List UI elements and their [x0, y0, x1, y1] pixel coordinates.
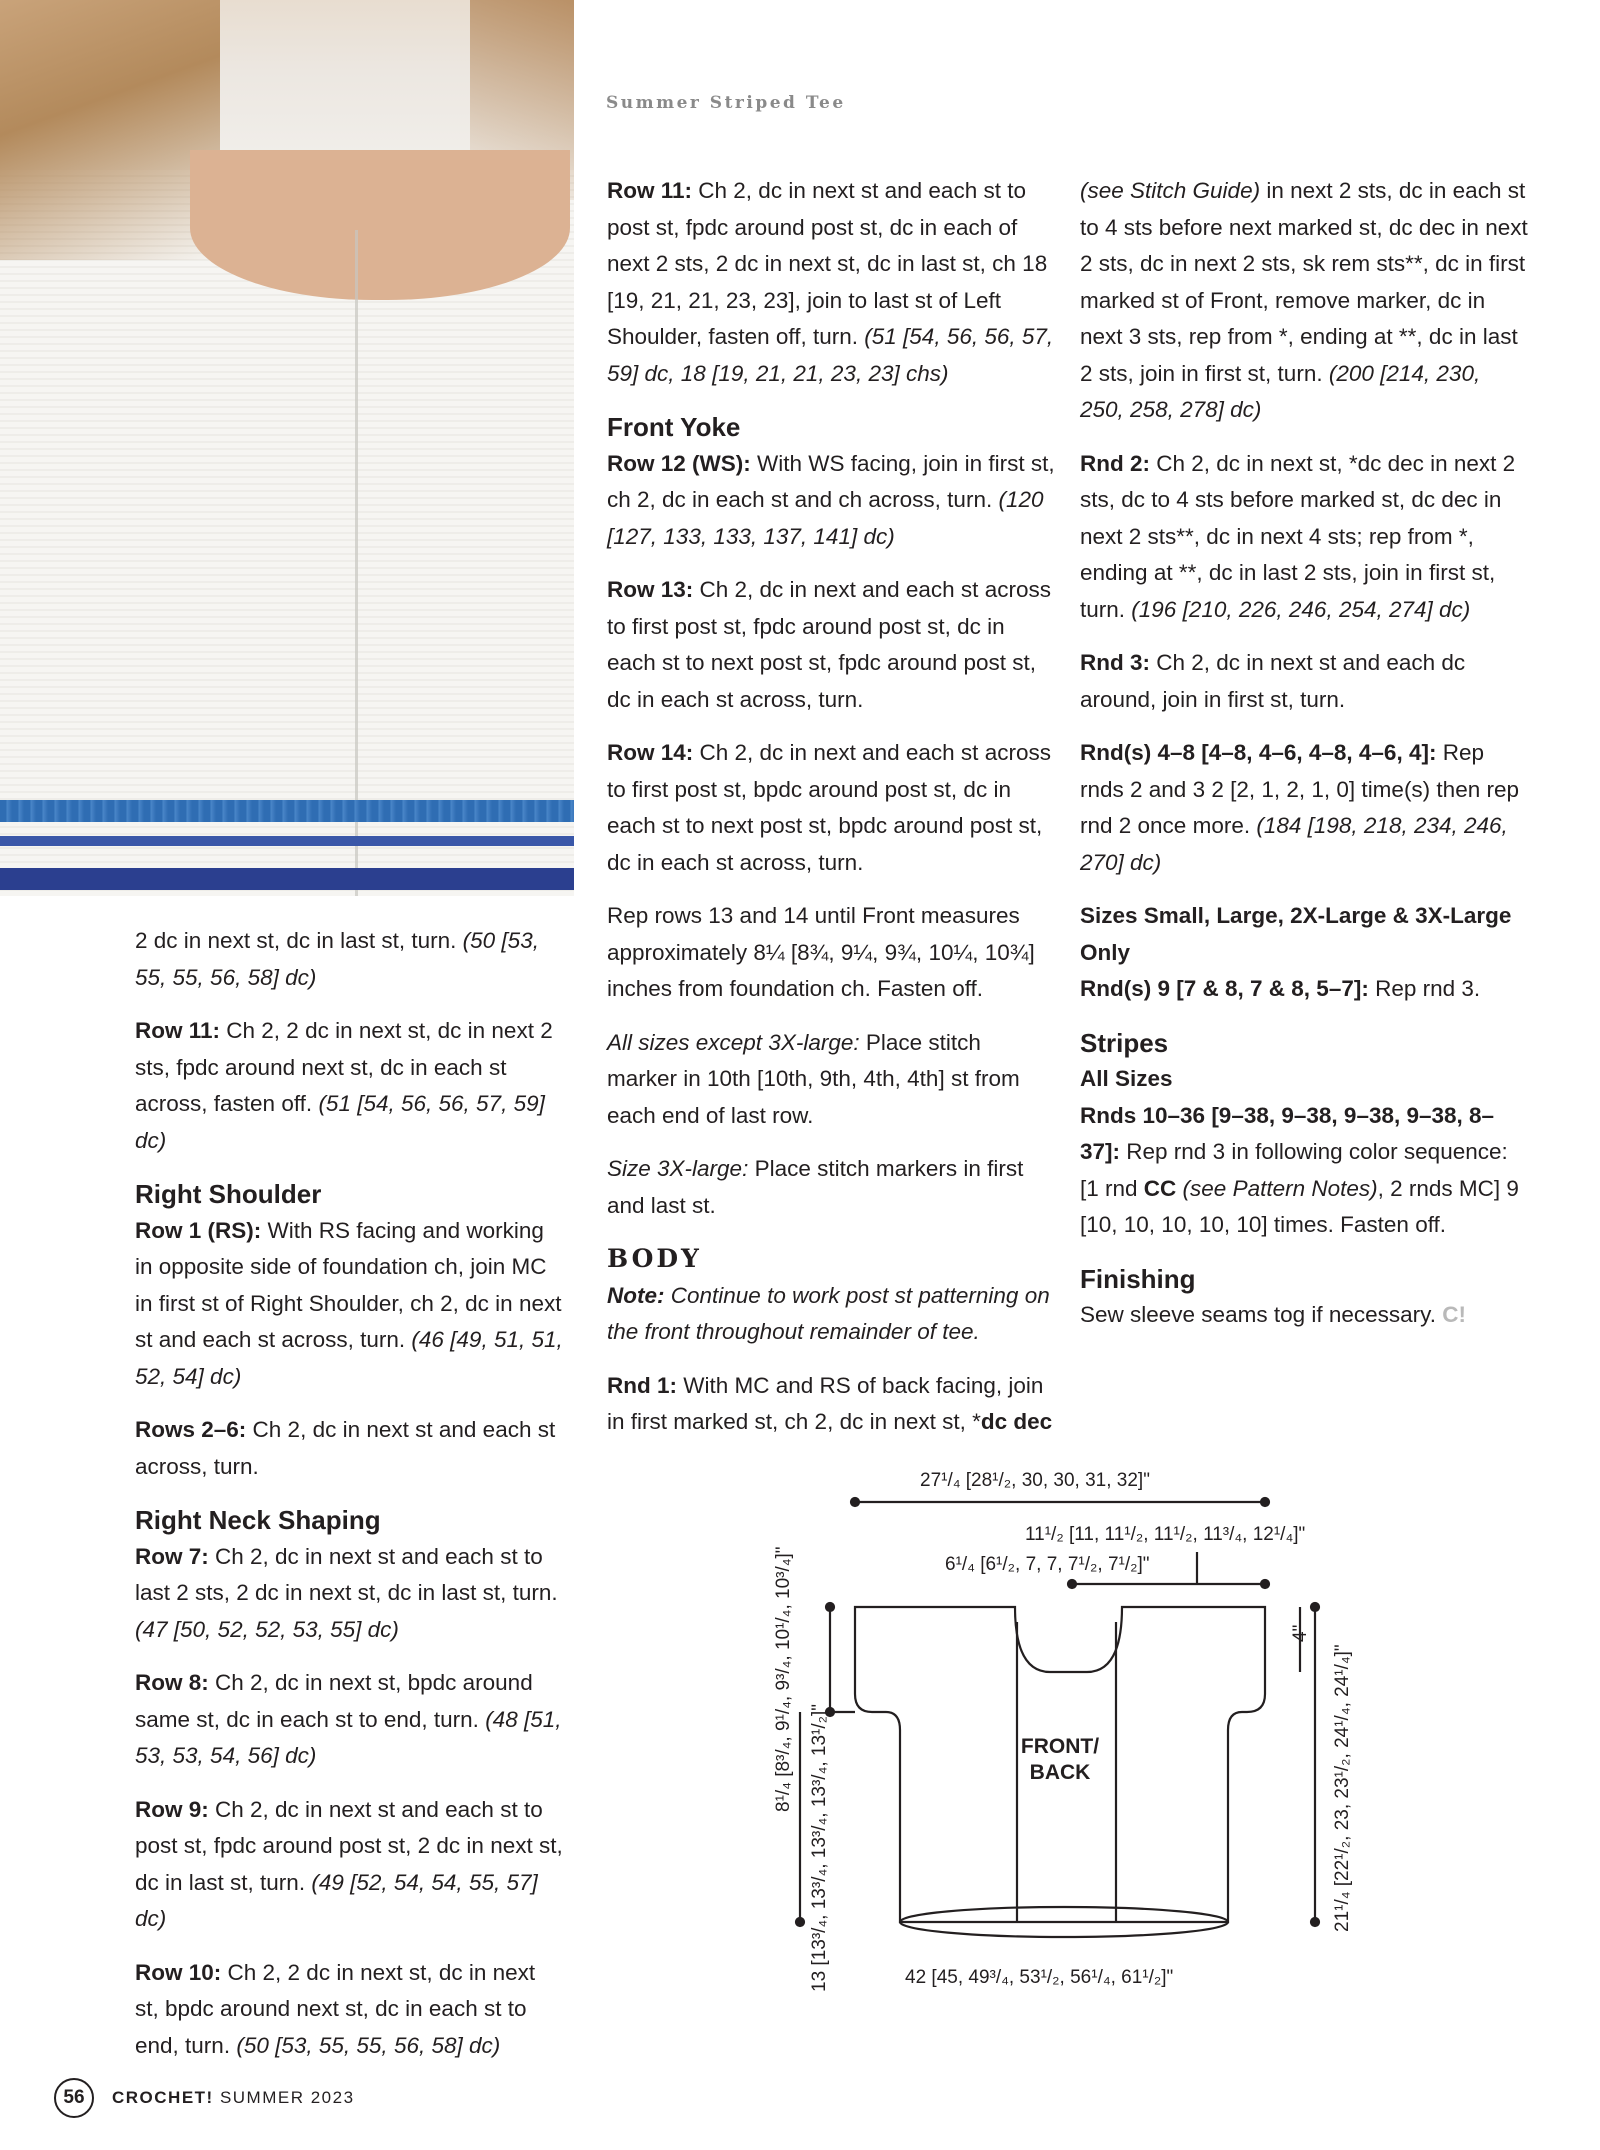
- paragraph: Row 1 (RS): With RS facing and working in opposite side of foundation ch, join MC in first st of Right Shoulder, ch 2, dc in next st and each st across, turn. (46 [49, 51, 51, 52, 54] dc): [135, 1217, 563, 1389]
- note: Note: Continue to work post st patterning on the front throughout remainder of tee.: [607, 1282, 1050, 1344]
- paragraph: Row 12 (WS): With WS facing, join in first st, ch 2, dc in each st and ch across, turn. (120 [127, 133, 133, 137, 141] dc): [607, 450, 1055, 549]
- paragraph: Rep rows 13 and 14 until Front measures approximately 8¼ [8¾, 9¼, 9¾, 10¼, 10¾] inches from foundation ch. Fasten off.: [607, 903, 1035, 1001]
- heading-right-neck-shaping: Right Neck Shaping: [135, 1505, 381, 1535]
- paragraph: Rnd 3: Ch 2, dc in next st and each dc around, join in first st, turn.: [1080, 650, 1466, 712]
- magazine-credit: CROCHET! SUMMER 2023: [112, 2088, 355, 2107]
- page-footer: [54, 2076, 355, 2120]
- garment-schematic: [760, 1462, 1380, 2022]
- paragraph: Rnds 10–36 [9–38, 9–38, 9–38, 9–38, 8–37]: Rep rnd 3 in following color sequence: [1 rnd CC (see Pattern Notes), 2 rnds MC] 9 [10, 10, 10, 10, 10] times. Fasten off.: [1080, 1102, 1519, 1237]
- column-1: [135, 923, 565, 2081]
- running-head: Summer Striped Tee: [606, 93, 846, 113]
- paragraph: Sew sleeve seams tog if necessary. C!: [1080, 1302, 1466, 1327]
- paragraph: All sizes except 3X-large: Place stitch marker in 10th [10th, 9th, 4th, 4th] st from each end of last row.: [607, 1029, 1020, 1128]
- schematic-label: FRONT/ BACK: [1020, 1735, 1100, 1784]
- paragraph: Row 14: Ch 2, dc in next and each st across to first post st, bpdc around post st, dc in each st to next post st, bpdc around post st, dc in each st across, turn.: [607, 740, 1051, 875]
- paragraph: Row 11: Ch 2, 2 dc in next st, dc in next 2 sts, fpdc around next st, dc in each st across, fasten off. (51 [54, 56, 56, 57, 59] dc): [135, 1018, 553, 1153]
- heading-stripes: Stripes: [1080, 1027, 1169, 1058]
- paragraph: (see Stitch Guide) in next 2 sts, dc in each st to 4 sts before next marked st, dc dec in next 2 sts, dc in next 2 sts, sk rem sts**, dc in first marked st of Front, remove marker, dc in next 3 sts, rep from *, ending at **, dc in last 2 sts, join in first st, turn. (200 [214, 230, 250, 258, 278] dc): [1080, 178, 1528, 422]
- dim-total-length: 21¹/₄ [22¹/₂, 23, 23¹/₂, 24¹/₄, 24¹/₄]": [1332, 1644, 1353, 1932]
- dim-body-length: 13 [13³/₄, 13³/₄, 13³/₄, 13³/₄, 13¹/₂]": [809, 1703, 830, 1992]
- dim-body-width: 42 [45, 49³/₄, 53¹/₂, 56¹/₄, 61¹/₂]": [905, 1967, 1174, 1988]
- dim-top-width: 27¹/₄ [28¹/₂, 30, 30, 31, 32]": [920, 1470, 1150, 1491]
- dim-yoke-length: 8¹/₄ [8³/₄, 9¹/₄, 9³/₄, 10¹/₄, 10³/₄]": [773, 1546, 794, 1812]
- heading-finishing: Finishing: [1080, 1263, 1196, 1294]
- dim-neck-depth: 4": [1290, 1624, 1311, 1642]
- paragraph: Row 10: Ch 2, 2 dc in next st, dc in next st, bpdc around next st, dc in each st to end, turn. (50 [53, 55, 55, 56, 58] dc): [135, 1959, 536, 2058]
- paragraph: Rnd(s) 4–8 [4–8, 4–6, 4–8, 4–6, 4]: Rep rnds 2 and 3 2 [2, 1, 2, 1, 0] time(s) then rep rnd 2 once more. (184 [198, 218, 234, 246, 270] dc): [1080, 740, 1519, 875]
- paragraph: Size 3X-large: Place stitch markers in first and last st.: [607, 1156, 1024, 1218]
- paragraph: Row 7: Ch 2, dc in next st and each st to last 2 sts, 2 dc in next st, dc in last st, turn. (47 [50, 52, 52, 53, 55] dc): [135, 1543, 558, 1642]
- paragraph: Row 11: Ch 2, dc in next st and each st to post st, fpdc around post st, dc in each of next 2 sts, 2 dc in next st, dc in last st, ch 18 [19, 21, 21, 23, 23], join to last st of Left Shoulder, fasten off, turn. (51 [54, 56, 56, 57, 59] dc, 18 [19, 21, 21, 23, 23] chs): [607, 178, 1054, 386]
- paragraph: Rnd 2: Ch 2, dc in next st, *dc dec in next 2 sts, dc to 4 sts before marked st, dc dec in next 2 sts**, dc in next 4 sts; rep from *, ending at **, dc in last 2 sts, join in first st, turn. (196 [210, 226, 246, 254, 274] dc): [1080, 450, 1516, 622]
- paragraph: Rnd 1: With MC and RS of back facing, join in first marked st, ch 2, dc in next st, *dc dec: [607, 1372, 1053, 1434]
- heading-sizes: Sizes Small, Large, 2X-Large & 3X-Large Only: [1080, 903, 1512, 965]
- paragraph: Row 9: Ch 2, dc in next st and each st to post st, fpdc around post st, 2 dc in next st, dc in last st, turn. (49 [52, 54, 54, 55, 57] dc): [135, 1796, 563, 1931]
- dim-neck-width: 6¹/₄ [6¹/₂, 7, 7, 7¹/₂, 7¹/₂]": [945, 1554, 1150, 1575]
- paragraph: Rnd(s) 9 [7 & 8, 7 & 8, 5–7]: Rep rnd 3.: [1080, 976, 1481, 1001]
- paragraph: Row 13: Ch 2, dc in next and each st across to first post st, fpdc around post st, dc in each st to next post st, fpdc around post st, dc in each st across, turn.: [607, 577, 1051, 712]
- paragraph: Rows 2–6: Ch 2, dc in next st and each st across, turn.: [135, 1417, 556, 1479]
- end-mark: C!: [1442, 1302, 1466, 1327]
- column-2: [607, 173, 1057, 1458]
- dim-half-width: 11¹/₂ [11, 11¹/₂, 11¹/₂, 11³/₄, 12¹/₄]": [1025, 1524, 1306, 1545]
- heading-all-sizes: All Sizes: [1080, 1066, 1173, 1091]
- model-photo: [0, 0, 574, 896]
- paragraph: Row 8: Ch 2, dc in next st, bpdc around same st, dc in each st to end, turn. (48 [51, 53, 53, 54, 56] dc): [135, 1670, 562, 1768]
- paragraph: 2 dc in next st, dc in last st, turn. (50 [53, 55, 55, 56, 58] dc): [135, 928, 539, 990]
- column-3: [1080, 173, 1530, 1351]
- heading-front-yoke: Front Yoke: [607, 412, 741, 442]
- page-number: 56: [54, 2078, 94, 2118]
- heading-right-shoulder: Right Shoulder: [135, 1179, 322, 1209]
- heading-body: BODY: [607, 1244, 702, 1273]
